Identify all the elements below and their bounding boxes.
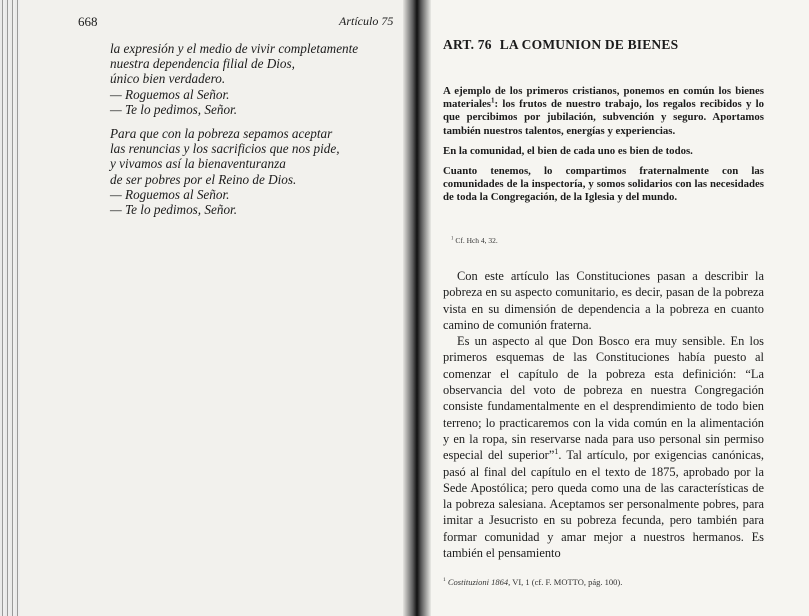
page-edges (0, 0, 20, 616)
commentary-paragraph (443, 333, 764, 561)
footnote-marker: 1 (443, 577, 446, 584)
litany-line: — Roguemos al Señor. (110, 86, 230, 102)
commentary-paragraph (443, 268, 764, 333)
litany-line: las renuncias y los sacrificios que nos pide, (110, 141, 340, 157)
paragraph-text: . Tal artículo, por exigencias canónicas, pasó al final del capítulo en el texto de 1875, aprobado por la Sede Apostólica; pero queda como una de las características de la pobreza salesiana. Aceptamos ser personalmente pobres, para imitar a Jesucristo en su pobreza fecunda, pero también para formar comunidad y amar mejor a nuestros hermanos. Es también el pensamiento (443, 448, 765, 561)
litany-line: — Te lo pedimos, Señor. (110, 101, 237, 117)
constitution-paragraph (443, 85, 764, 138)
footnote-reference: 1 (554, 447, 559, 457)
footnote-text: Cf. Hch 4, 32. (455, 236, 498, 245)
litany-line: la expresión y el medio de vivir completamente (110, 41, 359, 56)
litany-stanza (110, 41, 400, 117)
running-head: Artículo 75 (339, 14, 394, 28)
litany-text (110, 41, 400, 226)
right-page (418, 0, 809, 616)
litany-line: nuestra dependencia filial de Dios, (110, 56, 295, 72)
paragraph-text: En la comunidad, el bien de cada uno es bien de todos. (443, 144, 693, 157)
footnote-bottom (443, 577, 764, 587)
article-heading (443, 37, 678, 53)
litany-stanza (110, 126, 400, 217)
article-title: LA COMUNION DE BIENES (499, 37, 679, 52)
litany-line: de ser pobres por el Reino de Dios. (110, 171, 297, 187)
footnote-top (451, 236, 498, 245)
footnote-marker: 1 (451, 236, 454, 242)
constitution-paragraph (443, 165, 764, 205)
litany-line: y vivamos así la bienaventuranza (110, 156, 286, 172)
paragraph-text: A ejemplo de los primeros cristianos, ponemos en común los bienes materiales (443, 85, 764, 111)
paragraph-text: Cuanto tenemos, lo compartimos fraternalmente con las comunidades de la inspectoría, y somos solidarios con las necesidades de toda la Congregación, de la Iglesia y del mundo. (443, 165, 764, 204)
page-number: 668 (78, 14, 98, 29)
footnote-source-title: Costituzioni 1864 (447, 577, 509, 587)
litany-line: — Roguemos al Señor. (110, 186, 230, 202)
commentary-text (443, 268, 764, 561)
litany-line: — Te lo pedimos, Señor. (110, 202, 237, 218)
litany-line: Para que con la pobreza sepamos aceptar (110, 126, 333, 142)
paragraph-text: Con este artículo las Constituciones pasan a describir la pobreza en su aspecto comunitario, es decir, pasan de la pobreza vista en su dimensión de dependencia a la pobreza en cuanto camino de comunión fraterna. (443, 269, 764, 332)
article-number: ART. 76 (443, 37, 492, 52)
constitution-paragraph (443, 145, 764, 158)
paragraph-text: : los frutos de nuestro trabajo, los regalos recibidos y lo que percibimos por jubilación, subvención y seguro. Aportamos también nuestros talentos, energías y experiencias. (443, 98, 764, 137)
paragraph-text: Es un aspecto al que Don Bosco era muy sensible. En los primeros esquemas de las Constituciones había puesto al comenzar el capítulo de la pobreza esta definición: “La observancia del voto de pobreza en nuestra Congregación consiste fundamentalmente en el desprendimiento de todo bien terreno; lo practicaremos con la vida común en la alimentación y en la ropa, sin reservarse nada para uso personal sin permiso especial del superior” (443, 334, 764, 463)
footnote-reference: 1 (490, 96, 495, 105)
book-gutter (403, 0, 431, 616)
litany-line: único bien verdadero. (110, 71, 226, 87)
footnote-source-rest: , VI, 1 (cf. F. MOTTO, pág. 100). (508, 577, 623, 587)
constitution-text (443, 85, 764, 212)
